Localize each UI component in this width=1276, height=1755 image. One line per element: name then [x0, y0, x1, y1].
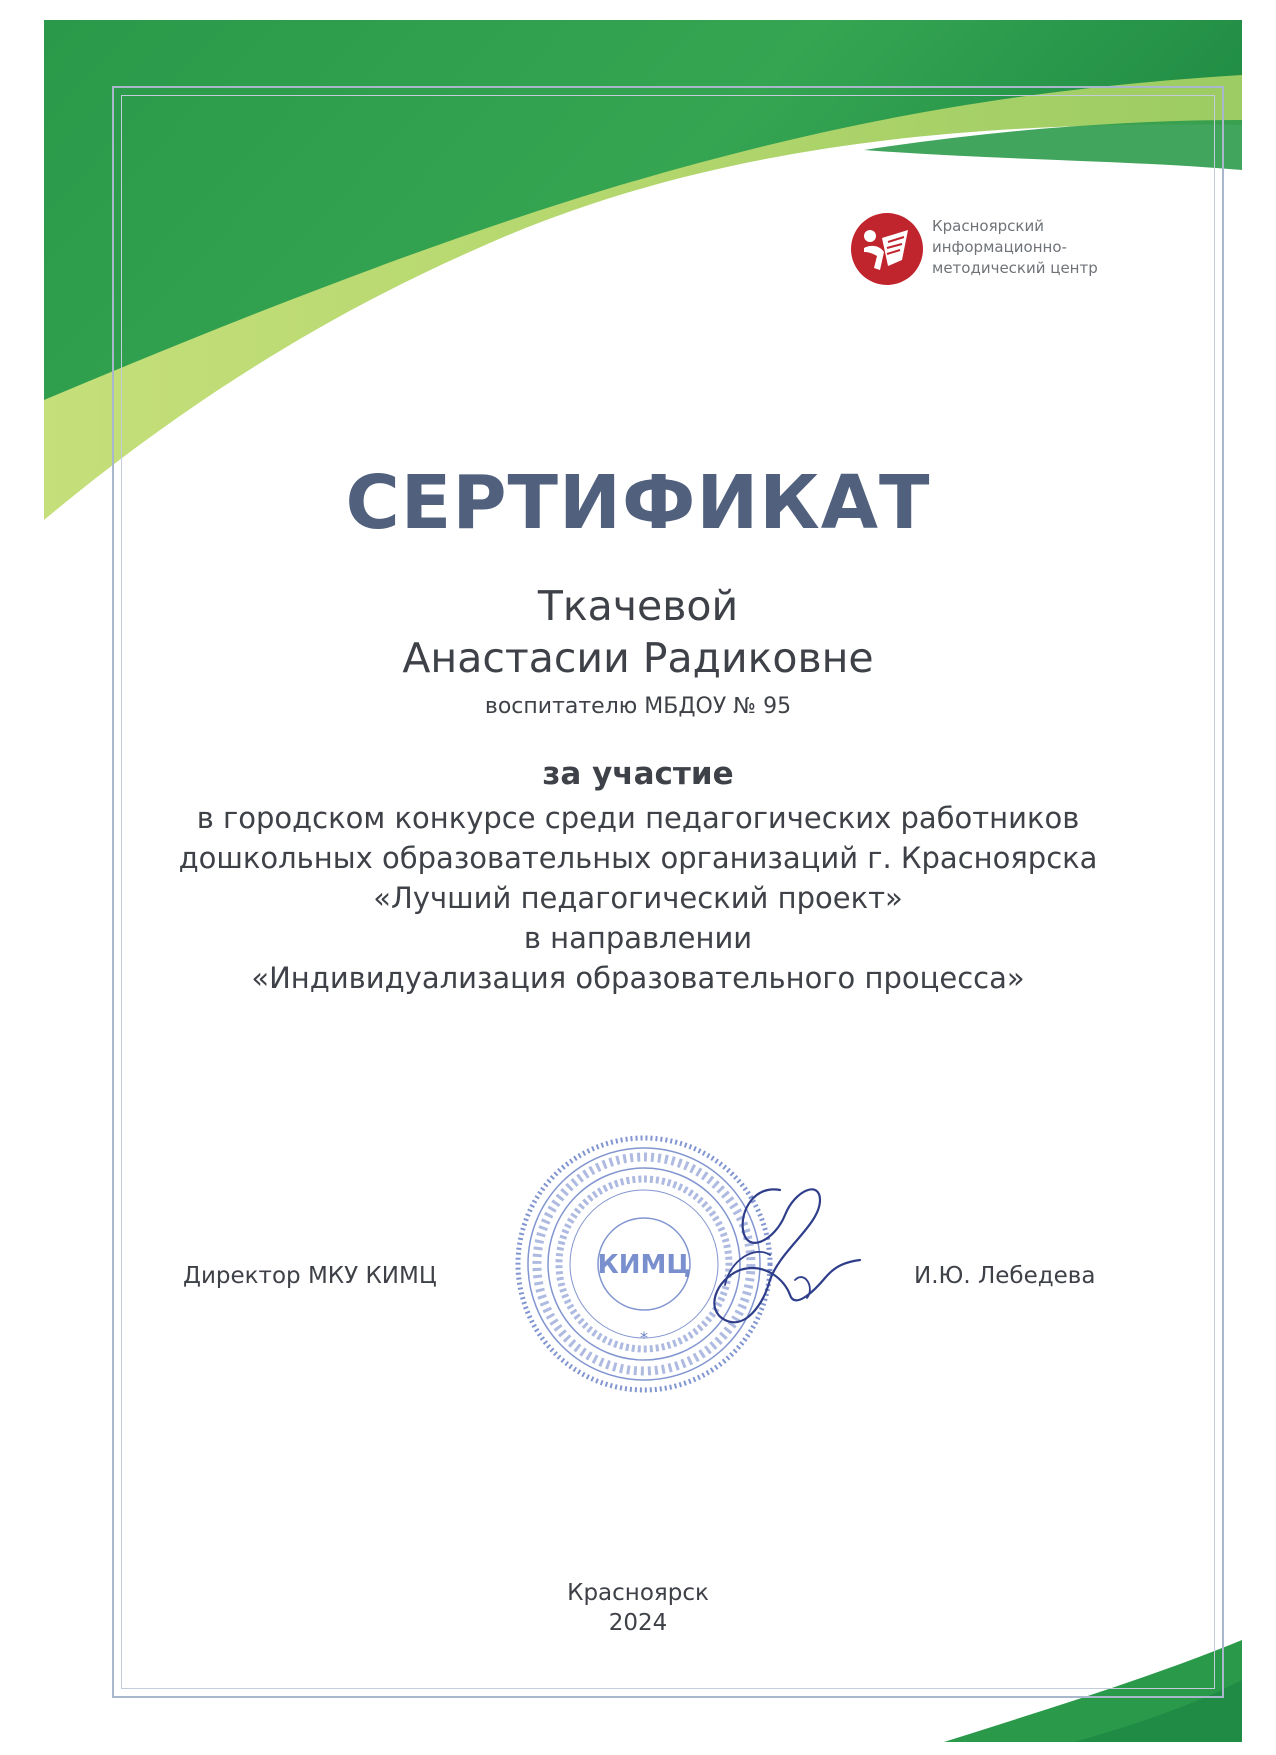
award-reason: за участие	[542, 756, 734, 792]
signatory-role: Директор МКУ КИМЦ	[183, 1263, 437, 1289]
organization-name-line: методический центр	[932, 259, 1098, 277]
description-line: дошкольных образовательных организаций г. Красноярска	[178, 841, 1098, 875]
stamp-center-text: КИМЦ	[597, 1250, 691, 1280]
organization-name-line: информационно-	[932, 238, 1067, 256]
recipient-given-name: Анастасии Радиковне	[402, 634, 874, 682]
description-line: «Лучший педагогический проект»	[373, 881, 903, 915]
svg-text:*: *	[640, 1328, 648, 1347]
description-line: «Индивидуализация образовательного процесса»	[251, 961, 1025, 995]
description-line: в городском конкурсе среди педагогических работников	[196, 801, 1080, 835]
signatory-name: И.Ю. Лебедева	[914, 1263, 1096, 1289]
description-line: в направлении	[523, 921, 753, 955]
kimc-logo-icon	[850, 212, 924, 286]
recipient-surname: Ткачевой	[537, 582, 739, 630]
footer-year: 2024	[608, 1610, 668, 1636]
footer-city: Красноярск	[567, 1580, 709, 1606]
handwritten-signature	[685, 1170, 885, 1350]
certificate-title: СЕРТИФИКАТ	[345, 460, 931, 546]
organization-name-line: Красноярский	[932, 217, 1044, 235]
recipient-position: воспитателю МБДОУ № 95	[484, 694, 792, 719]
organization-name	[932, 216, 1098, 279]
award-description	[0, 798, 1276, 998]
